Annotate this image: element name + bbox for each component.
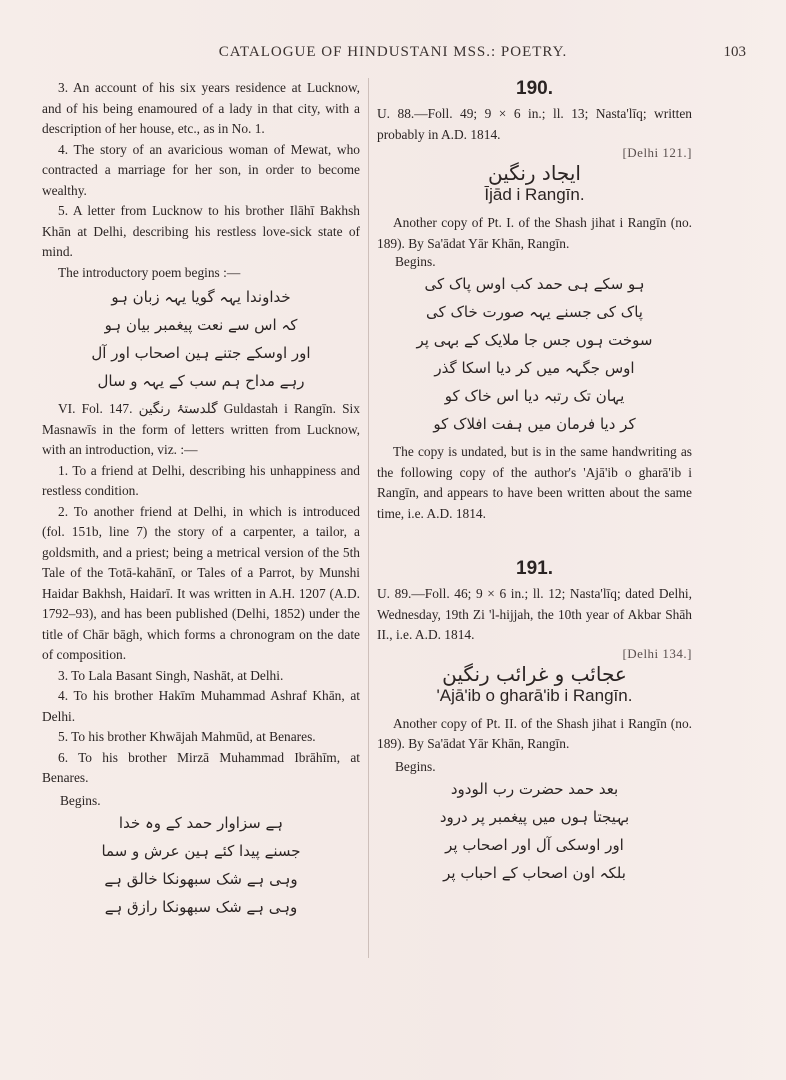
list-item: 6. To his brother Mirzā Muhammad Ibrāhīm, at Benares.	[42, 749, 360, 785]
poem-line: ہے سزاوار حمد کے وہ خدا	[118, 813, 284, 832]
urdu-poem	[42, 809, 360, 921]
list-item: 5. A letter from Lucknow to his brother Ilāhī Bakhsh Khān at Delhi, describing his restless love-sick state of mind.	[42, 203, 360, 259]
poem-line: اور اوسکی آل اور اصحاب پر	[445, 835, 624, 854]
entry-number: 191.	[516, 558, 553, 579]
left-column	[42, 78, 360, 921]
entry-reference: [Delhi 134.]	[622, 645, 692, 661]
list-item: 2. To another friend at Delhi, in which is introduced (fol. 151b, line 7) the story of a carpenter, a tailor, a goldsmith, and a priest; being a metrical version of the 5th Tale of the Totā-kahānī, or Tales of a Parrot, by Munshi Haidar Bakhsh, Haidarī. It was written in A.H. 1207 (A.D. 1792–93), and has been published (Delhi, 1852) under the title of Chār bāgh, which forms a chronogram on the date of composition.	[42, 503, 360, 662]
page-header	[40, 44, 746, 64]
right-column	[377, 78, 692, 887]
list-item: 3. An account of his six years residence at Lucknow, and of his being enamoured of a lady in that city, with a description of her house, etc., as in No. 1.	[42, 80, 360, 136]
entry-text: Another copy of Pt. II. of the Shash jihat i Rangīn (no. 189). By Sa'ādat Yār Khān, Rangīn.	[377, 715, 692, 751]
page-number: 103	[723, 44, 746, 60]
poem-line: اور اوسکے جتنے ہین اصحاب اور آل	[91, 344, 311, 362]
title-urdu: ایجاد رنگین	[488, 161, 581, 185]
entry-number: 190.	[516, 78, 553, 99]
begins-label: Begins.	[395, 758, 436, 774]
poem-line: ہو سکے ہی حمد کب اوس پاک کی	[424, 275, 645, 293]
column-divider	[368, 78, 369, 958]
title-transliteration: Ījād i Rangīn.	[484, 185, 585, 204]
poem-line: بہیجتا ہوں میں پیغمبر پر درود	[439, 807, 630, 826]
poem-line: بعد حمد حضرت رب الودود	[450, 779, 619, 798]
list-item: 1. To a friend at Delhi, describing his unhappiness and restless condition.	[42, 462, 360, 498]
list-item: 5. To his brother Khwājah Mahmūd, at Benares.	[58, 729, 316, 744]
poem-line: پاک کی جسنے یہہ صورت خاک کی	[426, 303, 643, 321]
urdu-poem	[377, 775, 692, 887]
poem-line: بلکہ اون اصحاب کے احباب پر	[443, 863, 626, 882]
title-urdu: عجائب و غرائب رنگین	[442, 661, 627, 686]
title-transliteration: 'Ajā'ib o gharā'ib i Rangīn.	[436, 685, 633, 705]
poem-line: وہی ہے شک سبھونکا رازق ہے	[104, 897, 298, 916]
list-item: 4. To his brother Hakīm Muhammad Ashraf Khān, at Delhi.	[42, 688, 360, 724]
poem-line: رہے مداح ہم سب کے یہہ و سال	[97, 372, 305, 390]
poem-line: یہان تک رتبہ دیا اس خاک کو	[444, 387, 625, 405]
entry-reference: [Delhi 121.]	[622, 145, 692, 160]
poem-line: کہ اس سے نعت پیغمبر بیان ہو	[104, 316, 298, 334]
urdu-poem	[42, 283, 360, 395]
poem-line: خداوندا یہہ گویا یہہ زبان ہو	[111, 288, 291, 306]
poem-line: جسنے پیدا کئے ہین عرش و سما	[101, 841, 301, 860]
entry-description: U. 89.—Foll. 46; 9 × 6 in.; ll. 12; Nasta'līq; dated Delhi, Wednesday, 19th Zi 'l-hijjah, the 10th year of Akbar Shāh II., i.e. A.D. 1814.	[377, 586, 692, 642]
running-title: CATALOGUE OF HINDUSTANI MSS.: POETRY.	[218, 44, 568, 60]
begins-label: Begins.	[395, 254, 436, 269]
begins-label: Begins.	[60, 792, 101, 808]
poem-line: وہی ہے شک سبھونکا خالق ہے	[104, 869, 298, 888]
list-item: 3. To Lala Basant Singh, Nashāt, at Delhi.	[58, 667, 284, 683]
poem-line: اوس جگہہ میں کر دیا اسکا گذر	[434, 359, 635, 377]
intro-text: The introductory poem begins :—	[58, 264, 241, 280]
poem-line: سوخت ہوں جس جا ملایک کے بہی پر	[416, 331, 653, 349]
urdu-poem	[377, 270, 692, 438]
list-item: 4. The story of an avaricious woman of Mewat, who contracted a marriage for her son, in order to become wealthy.	[42, 141, 360, 198]
entry-description: U. 88.—Foll. 49; 9 × 6 in.; ll. 13; Nasta'līq; written probably in A.D. 1814.	[377, 106, 692, 142]
poem-line: کر دیا فرمان میں ہفت افلاک کو	[433, 415, 636, 433]
section-vi: VI. Fol. 147. گلدستۂ رنگین Guldastah i Rangīn. Six Masnawīs in the form of letters written from Lucknow, with an introduction, viz. :—	[42, 401, 360, 457]
entry-note: The copy is undated, but is in the same handwriting as the following copy of the author's 'Ajā'ib o gharā'ib i Rangīn, and appears to have been written about the same time, i.e. A.D. 1814.	[377, 444, 692, 521]
entry-text: Another copy of Pt. I. of the Shash jihat i Rangīn (no. 189). By Sa'ādat Yār Khān, Rangīn.	[377, 215, 692, 251]
